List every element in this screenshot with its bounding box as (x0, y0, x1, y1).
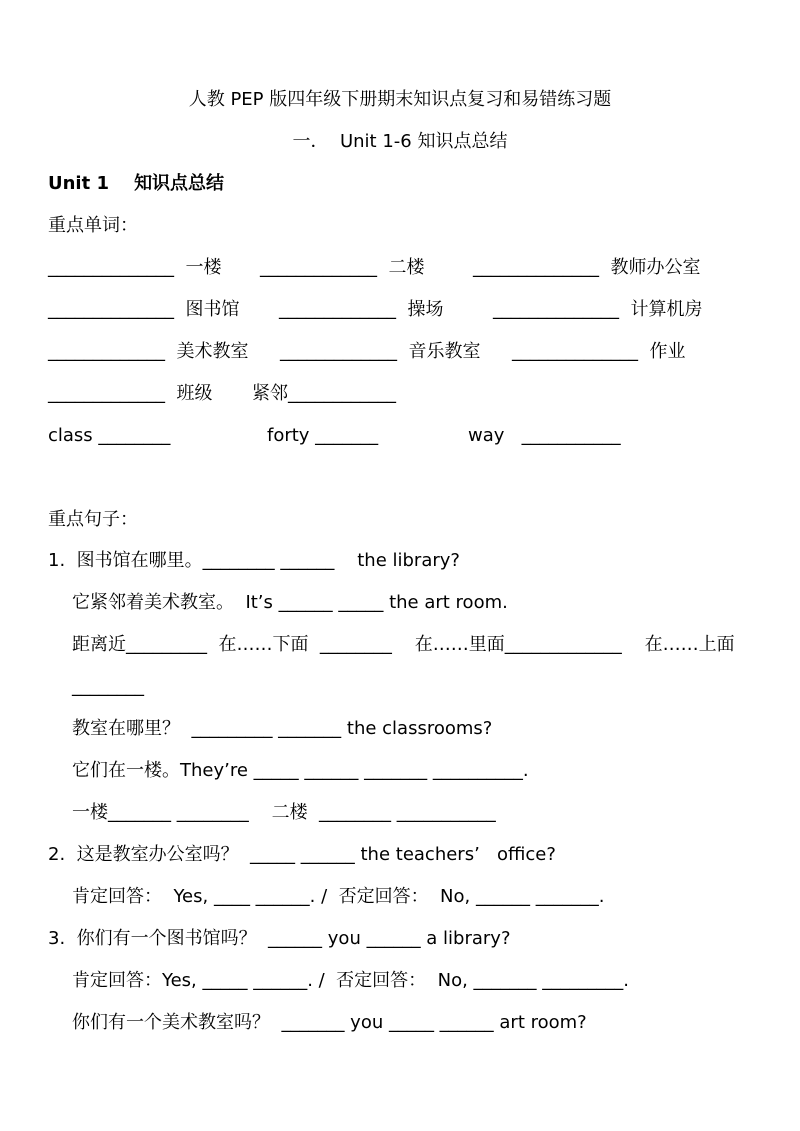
vocab-item: _____________ 二楼 (260, 257, 425, 278)
vocab-item: forty _______ (267, 425, 379, 446)
words-label: 重点单词： (48, 215, 138, 236)
vocab-item: class ________ (48, 425, 171, 446)
vocab-item: ______________ 教师办公室 (473, 257, 701, 278)
vocab-item: ______________ 计算机房 (493, 299, 703, 320)
vocab-item: _____________ 操场 (279, 299, 444, 320)
sentence-line: 1. 图书馆在哪里。________ ______ the library? (48, 550, 460, 571)
vocab-item: _____________ 班级 (48, 383, 213, 404)
sentence-line: 它们在一楼。They’re _____ ______ _______ __________. (72, 760, 529, 781)
sentence-line: 3. 你们有一个图书馆吗？ ______ you ______ a library? (48, 928, 511, 949)
sentence-line: ________ (72, 676, 144, 697)
vocab-item: ______________ 一楼 (48, 257, 222, 278)
vocab-item: _____________ 音乐教室 (280, 341, 481, 362)
sentence-line: 2. 这是教室办公室吗？ _____ ______ the teachers’ office? (48, 844, 556, 865)
sentence-line: 教室在哪里？ _________ _______ the classrooms? (72, 718, 493, 739)
sentence-line: 它紧邻着美术教室。 It’s ______ _____ the art room. (72, 592, 508, 613)
sentence-line: 距离近_________ 在……下面 ________ 在……里面_____________ 在……上面 (72, 634, 735, 655)
sentence-line: 肯定回答：Yes, _____ ______. / 否定回答： No, _______ _________. (72, 970, 629, 991)
doc-title: 人教 PEP 版四年级下册期末知识点复习和易错练习题 (188, 89, 612, 110)
unit-heading: Unit 1 知识点总结 (48, 173, 225, 194)
sentence-line: 你们有一个美术教室吗？ _______ you _____ ______ art room? (72, 1012, 587, 1033)
sentence-line: 肯定回答： Yes, ____ ______. / 否定回答： No, ______ _______. (72, 886, 605, 907)
vocab-item: way ___________ (468, 425, 621, 446)
doc-subtitle: 一． Unit 1-6 知识点总结 (292, 131, 508, 152)
sentence-line: 一楼_______ ________ 二楼 ________ ___________ (72, 802, 496, 823)
sentences-label: 重点句子： (48, 509, 138, 530)
vocab-item: _____________ 美术教室 (48, 341, 249, 362)
vocab-item: 紧邻____________ (252, 383, 396, 404)
vocab-item: ______________ 图书馆 (48, 299, 240, 320)
vocab-item: ______________ 作业 (512, 341, 686, 362)
